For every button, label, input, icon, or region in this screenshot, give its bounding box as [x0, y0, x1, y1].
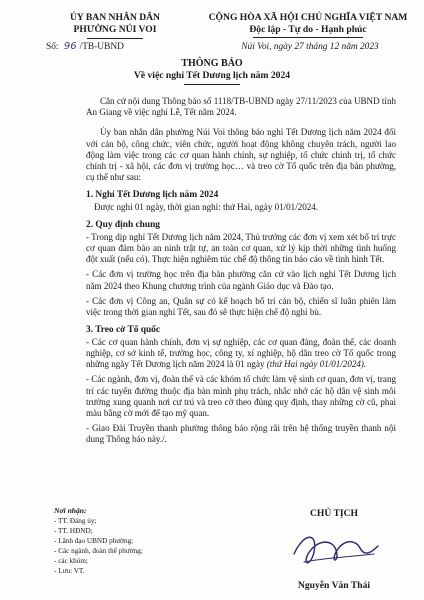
section-1-text: Được nghỉ 01 ngày, thời gian nghỉ: thứ Hai, ngày 01/01/2024.	[94, 202, 319, 213]
nation-name: CỘNG HÒA XÃ HỘI CHỦ NGHĨA VIỆT NAM	[208, 12, 408, 23]
section-3-heading: 3. Treo cờ Tổ quốc	[86, 325, 161, 336]
section-3-item-1-date: (thứ Hai ngày 01/01/2024).	[266, 359, 367, 370]
section-2-item-3: - Các đơn vị Công an, Quân sự có kế hoạch bố trí cán bộ, chiến sĩ luân phiên làm việc trong thời gian nghỉ Tết, sau đó sẽ thực hiện chế độ nghỉ bù.	[86, 295, 396, 318]
ward-name: PHƯỜNG NÚI VOI	[73, 24, 157, 35]
section-1-heading: 1. Nghỉ Tết Dương lịch năm 2024	[86, 190, 219, 201]
document-date: Núi Voi, ngày 27 tháng 12 năm 2023	[241, 42, 379, 52]
section-3-item-2: - Các ngành, đơn vị, đoàn thể và các khóm tổ chức làm vệ sinh cơ quan, đơn vị, trang trí các tuyến đường thuộc địa bàn mình phụ trách, nhắc nhở các hộ dân vệ sinh môi trường xung quanh nơi cư trú và treo cờ theo đúng quy định, thay những cờ cũ, phai màu bằng cờ mới để tạo mỹ quan.	[86, 374, 396, 419]
doc-number-prefix: Số:	[46, 42, 59, 52]
section-3-item-1-main: - Các cơ quan hành chính, đơn vị sự nghiệp, các cơ quan đảng, đoàn thể, các doanh nghiệp, cơ sở kinh tế, trường học, công ty, xí nghiệp, hộ dân treo cờ Tổ quốc trong những ngày Tết Dương lịch năm 2024 là 01 ngày	[86, 336, 396, 370]
national-motto	[194, 12, 422, 38]
recipient-item: - Lưu: VT.	[54, 567, 85, 575]
section-2-item-1: - Trong dịp nghỉ Tết Dương lịch năm 2024, Thủ trưởng các đơn vị xem xét bố trí trực cơ quan đảm bảo an ninh trật tự, an toàn cơ quan, xử lý kịp thời những tình huống đột xuất (nếu có). Thực hiện nghiêm túc chế độ thông tin báo cáo về tình hình Tết.	[86, 231, 396, 265]
motto-underline	[253, 37, 363, 38]
section-3-item-3: - Giao Đài Truyền thanh phường thông báo rộng rãi trên hệ thống truyền thanh nội dung Thông báo này./.	[86, 423, 396, 445]
recipient-item: - TT. HĐND;	[54, 527, 93, 535]
recipient-item: - Các ngành, đoàn thể phường;	[54, 547, 143, 555]
document-title: THÔNG BÁO	[181, 58, 243, 69]
signature-block	[244, 508, 424, 598]
section-3-item-1	[86, 337, 396, 371]
authority-name: ỦY BAN NHÂN DÂN	[70, 12, 160, 23]
recipient-item: - TT. Đảng ủy;	[54, 517, 97, 525]
signer-title: CHỦ TỊCH	[309, 508, 359, 519]
document-number	[46, 41, 124, 53]
section-2-heading: 2. Quy định chung	[86, 220, 160, 231]
doc-number-suffix: /TB-UBND	[79, 42, 124, 52]
document-subtitle: Về việc nghỉ Tết Dương lịch năm 2024	[133, 70, 291, 81]
intro-paragraph: Ủy ban nhân dân phường Núi Voi thông báo nghỉ Tết Dương lịch năm 2024 đối với cán bộ, công chức, viên chức, người hoạt động không chuyên trách, người lao động làm việc trong các cơ quan hành chính, sự nghiệp, tổ chức chính trị, tổ chức chính trị - xã hội, các đơn vị trường học… và treo cờ Tổ quốc trên địa bàn phường, cụ thể như sau:	[86, 127, 396, 183]
section-2-item-2: - Các đơn vị trường học trên địa bàn phường căn cứ vào lịch nghỉ Tết Dương lịch năm 2024 theo Khung chương trình của ngành Giáo dục và Đào tạo.	[86, 269, 396, 291]
recipient-item: - Lãnh đạo UBND phường;	[54, 537, 134, 545]
signer-name: Nguyễn Văn Thái	[297, 580, 371, 591]
authority-underline	[87, 38, 143, 39]
handwritten-signature	[274, 524, 394, 576]
recipients-list	[54, 506, 204, 576]
motto: Độc lập - Tự do - Hạnh phúc	[249, 24, 367, 35]
recipients-heading: Nơi nhận:	[54, 506, 87, 515]
doc-number-handwritten: 96	[63, 41, 77, 52]
subtitle-underline	[184, 84, 240, 85]
document-body	[86, 96, 396, 446]
legal-basis: Căn cứ nội dung Thông báo số 1118/TB-UBND ngày 27/11/2023 của UBND tỉnh An Giang về việc nghỉ Lễ, Tết năm 2024.	[86, 96, 396, 118]
issuing-authority	[40, 12, 190, 39]
recipient-item: - các khóm;	[54, 557, 88, 565]
